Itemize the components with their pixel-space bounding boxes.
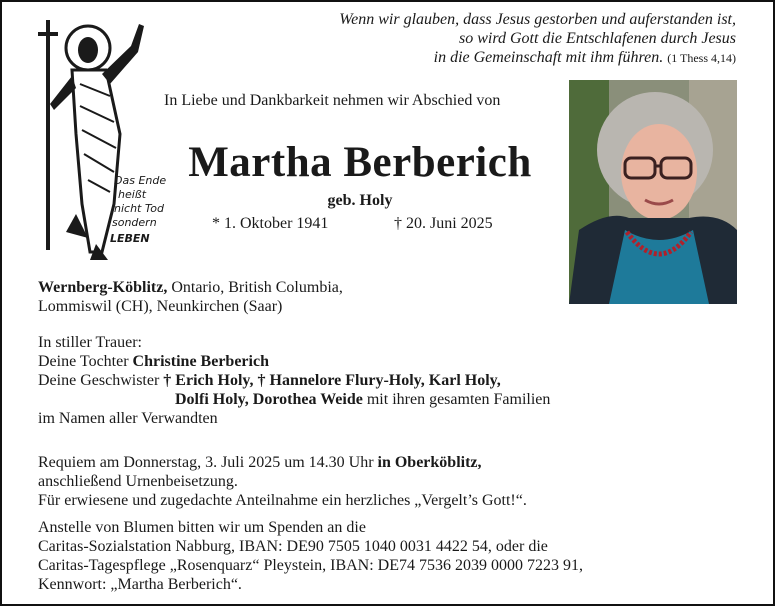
verse-line-2: so wird Gott die Entschlafenen durch Jesus: [459, 30, 736, 47]
requiem-place: in Oberköblitz,: [377, 454, 482, 471]
places-home: Wernberg-Köblitz,: [38, 279, 168, 296]
illustration-caption-4: sondern: [112, 216, 157, 229]
requiem-text: Requiem am Donnerstag, 3. Juli 2025 um 14.30 Uhr: [38, 454, 378, 471]
intro-text: In Liebe und Dankbarkeit nehmen wir Abschied von: [164, 92, 501, 109]
siblings-suffix: mit ihren gesamten Familien: [362, 391, 551, 408]
verse-line-1: Wenn wir glauben, dass Jesus gestorben und auferstanden ist,: [339, 11, 736, 28]
deceased-name: Martha Berberich: [188, 139, 532, 186]
donation-line-4: Kennwort: „Martha Berberich“.: [38, 576, 242, 593]
mourners-block: [38, 333, 738, 428]
illustration-caption-3: nicht Tod: [114, 202, 164, 215]
mourners-heading: In stiller Trauer:: [38, 334, 142, 351]
daughter-prefix: Deine Tochter: [38, 353, 133, 370]
risen-christ-illustration: [36, 14, 167, 264]
siblings-names-1: † Erich Holy, † Hannelore Flury-Holy, Karl Holy,: [163, 372, 501, 389]
mourners-daughter-line: [38, 352, 738, 371]
bible-verse: [300, 10, 736, 68]
siblings-names-2: Dolfi Holy, Dorothea Weide: [175, 391, 363, 408]
donation-line-3: Caritas-Tagespflege „Rosenquarz“ Pleystein, IBAN: DE74 7536 2039 0000 7223 91,: [38, 557, 583, 574]
donations-block: [38, 518, 738, 594]
donation-line-2: Caritas-Sozialstation Nabburg, IBAN: DE90 7505 1040 0031 4422 54, oder die: [38, 538, 548, 555]
siblings-prefix: Deine Geschwister: [38, 372, 164, 389]
illustration-caption-2: heißt: [118, 188, 147, 201]
death-date: † 20. Juni 2025: [394, 215, 493, 232]
mourners-siblings-line-2: [38, 390, 738, 409]
portrait-photo: [569, 80, 737, 304]
illustration-caption-5: LEBEN: [110, 232, 150, 245]
verse-line-3: [300, 48, 736, 68]
daughter-name: Christine Berberich: [132, 353, 269, 370]
birth-date: * 1. Oktober 1941: [212, 215, 329, 232]
places-line-1-rest: Ontario, British Columbia,: [167, 279, 343, 296]
thanks-line: Für erwiesene und zugedachte Anteilnahme ein herzliches „Vergelt’s Gott!“.: [38, 492, 527, 509]
places-block: [38, 278, 343, 316]
requiem-line: [38, 453, 738, 472]
places-line-2: Lommiswil (CH), Neunkirchen (Saar): [38, 298, 283, 315]
burial-line: anschließend Urnenbeisetzung.: [38, 473, 238, 490]
verse-line-3-text: in die Gemeinschaft mit ihm führen.: [433, 49, 664, 66]
maiden-name: geb. Holy: [327, 192, 393, 209]
places-line-1: [38, 278, 343, 297]
illustration-caption-1: Das Ende: [114, 174, 167, 187]
service-block: [38, 453, 738, 510]
mourners-siblings-line-1: [38, 371, 738, 390]
donation-line-1: Anstelle von Blumen bitten wir um Spenden an die: [38, 519, 366, 536]
verse-reference: (1 Thess 4,14): [667, 51, 736, 65]
mourners-relatives: im Namen aller Verwandten: [38, 410, 218, 427]
